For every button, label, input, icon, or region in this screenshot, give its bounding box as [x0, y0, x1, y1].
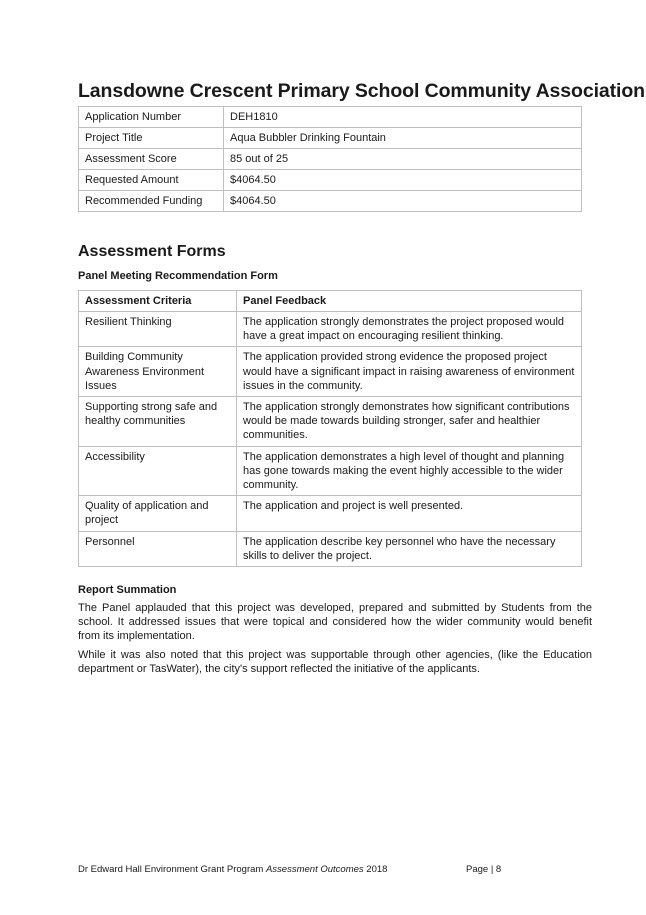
- criteria-cell: Resilient Thinking: [79, 312, 237, 347]
- summary-value: Aqua Bubbler Drinking Fountain: [224, 128, 582, 149]
- table-header-row: [79, 291, 582, 312]
- table-row: [79, 312, 582, 347]
- summary-value: DEH1810: [224, 107, 582, 128]
- criteria-cell: Quality of application and project: [79, 496, 237, 531]
- report-body: [78, 601, 592, 680]
- feedback-cell: The application describe key personnel who have the necessary skills to deliver the project.: [237, 531, 582, 566]
- criteria-cell: Accessibility: [79, 446, 237, 496]
- table-row: [79, 531, 582, 566]
- application-summary-table: [78, 106, 582, 212]
- footer-year: 2018: [363, 864, 388, 875]
- page-number: Page | 8: [466, 864, 502, 875]
- table-row: [79, 149, 582, 170]
- column-header-feedback: Panel Feedback: [237, 291, 582, 312]
- footer-doc-title: Assessment Outcomes: [265, 864, 364, 875]
- summary-label: Requested Amount: [79, 170, 224, 191]
- table-row: [79, 397, 582, 447]
- summary-label: Recommended Funding: [79, 191, 224, 212]
- footer-program: Dr Edward Hall Environment Grant Program: [78, 864, 266, 875]
- panel-feedback-table: [78, 290, 582, 567]
- table-row: [79, 347, 582, 397]
- feedback-cell: The application strongly demonstrates how significant contributions would be made towards building stronger, safer and healthier communities.: [237, 397, 582, 447]
- summary-value: $4064.50: [224, 191, 582, 212]
- table-row: [79, 128, 582, 149]
- feedback-cell: The application strongly demonstrates the project proposed would have a great impact on encouraging resilient thinking.: [237, 312, 582, 347]
- table-row: [79, 191, 582, 212]
- table-row: [79, 107, 582, 128]
- table-row: [79, 446, 582, 496]
- feedback-cell: The application provided strong evidence the proposed project would have a significant impact in raising awareness of environment issues in the community.: [237, 347, 582, 397]
- criteria-cell: Supporting strong safe and healthy communities: [79, 397, 237, 447]
- feedback-cell: The application demonstrates a high level of thought and planning has gone towards making the event highly accessible to the wider community.: [237, 446, 582, 496]
- table-row: [79, 496, 582, 531]
- summary-label: Assessment Score: [79, 149, 224, 170]
- footer-program-text: [78, 864, 387, 875]
- summary-label: Project Title: [79, 128, 224, 149]
- table-row: [79, 170, 582, 191]
- criteria-cell: Building Community Awareness Environment Issues: [79, 347, 237, 397]
- form-heading: Panel Meeting Recommendation Form: [78, 270, 278, 282]
- report-heading: Report Summation: [78, 584, 177, 596]
- criteria-cell: Personnel: [79, 531, 237, 566]
- report-paragraph: The Panel applauded that this project was developed, prepared and submitted by Students from the school. It addressed issues that were topical and considered how the wider community would benefit from its implementation.: [78, 602, 592, 643]
- feedback-cell: The application and project is well presented.: [237, 496, 582, 531]
- summary-value: 85 out of 25: [224, 149, 582, 170]
- column-header-criteria: Assessment Criteria: [79, 291, 237, 312]
- page-title: Lansdowne Crescent Primary School Community Association: [78, 80, 645, 102]
- summary-label: Application Number: [79, 107, 224, 128]
- summary-value: $4064.50: [224, 170, 582, 191]
- section-heading: Assessment Forms: [78, 243, 226, 260]
- report-paragraph: While it was also noted that this project was supportable through other agencies, (like the Education department or TasWater), the city's support reflected the initiative of the applicants.: [78, 648, 592, 675]
